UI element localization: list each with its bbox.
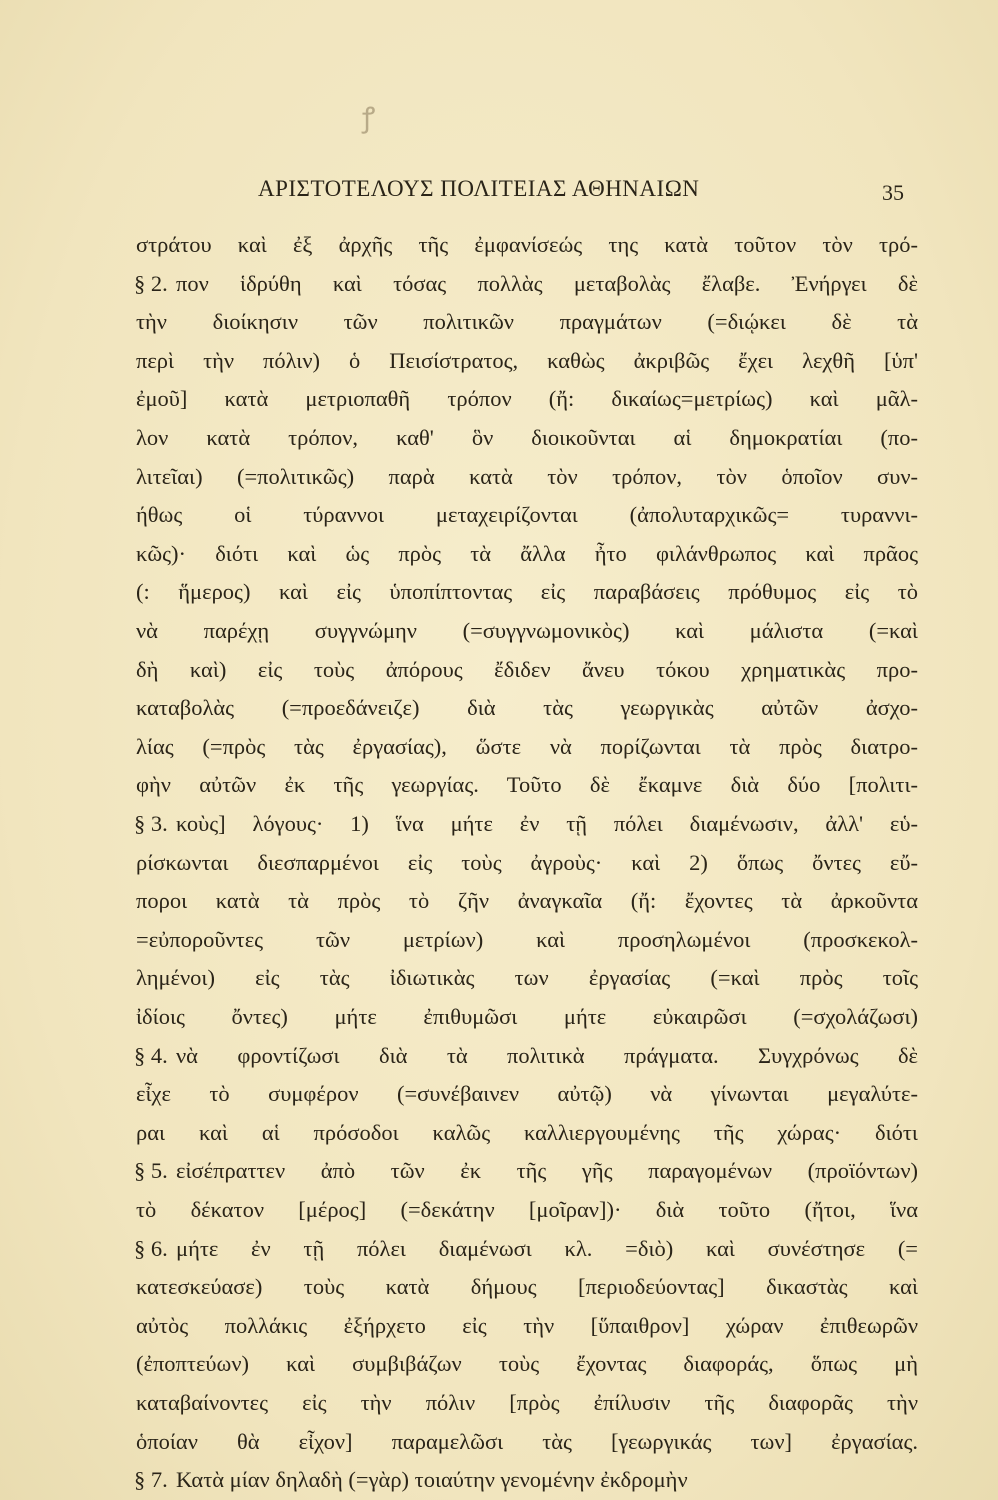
line-text: αὐτὸς πολλάκις ἐξήρχετο εἰς τὴν [ὕπαιθρον] χώραν ἐπιθεωρῶν [136,1312,918,1338]
text-line [112,1345,922,1383]
text-line [112,1075,922,1113]
line-text: =εὐποροῦντες τῶν μετρίων) καὶ προσηλωμένοι (προσκεκολ- [136,926,918,952]
line-text: περὶ τὴν πόλιν) ὁ Πεισίστρατος, καθὼς ἀκριβῶς ἔχει λεχθῆ [ὑπ' [136,347,918,373]
line-text: ποροι κατὰ τὰ πρὸς τὸ ζῆν ἀναγκαῖα (ἤ: ἔχοντες τὰ ἀρκοῦντα [136,888,918,914]
line-text: ρίσκωνται διεσπαρμένοι εἰς τοὺς ἀγροὺς· καὶ 2) ὅπως ὄντες εὔ- [136,849,918,875]
text-line [112,921,922,959]
line-text: εἰσέπραττεν ἀπὸ τῶν ἐκ τῆς γῆς παραγομένων (προϊόντων) [176,1158,918,1184]
line-text: τὴν διοίκησιν τῶν πολιτικῶν πραγμάτων (=διῴκει δὲ τὰ [136,309,918,335]
text-line [112,805,922,843]
text-line [112,612,922,650]
line-text: λιτεῖαι) (=πολιτικῶς) παρὰ κατὰ τὸν τρόπον, τὸν ὁποῖον συν- [136,463,918,489]
line-text: λίας (=πρὸς τὰς ἐργασίας), ὥστε νὰ πορίζωνται τὰ πρὸς διατρο- [136,733,918,759]
line-text: κῶς)· διότι καὶ ὡς πρὸς τὰ ἄλλα ἦτο φιλάνθρωπος καὶ πρᾶος [136,540,918,566]
text-line [112,1423,922,1461]
line-text: λημένοι) εἰς τὰς ἰδιωτικὰς των ἐργασίας (=καὶ πρὸς τοῖς [136,965,918,991]
text-line [112,728,922,766]
line-text: ἐμοῦ] κατὰ μετριοπαθῆ τρόπον (ἤ: δικαίως=μετρίως) καὶ μᾶλ- [136,386,918,412]
text-line [112,1114,922,1152]
text-line [112,766,922,804]
line-text: κατεσκεύασε) τοὺς κατὰ δήμους [περιοδεύοντας] δικαστὰς καὶ [136,1274,918,1300]
text-line [112,458,922,496]
line-text: φὴν αὐτῶν ἐκ τῆς γεωργίας. Τοῦτο δὲ ἔκαμνε διὰ δύο [πολιτι- [136,772,918,798]
line-text: εἶχε τὸ συμφέρον (=συνέβαινεν αὐτῷ) νὰ γίνωνται μεγαλύτε- [136,1081,918,1107]
section-marker: § 4. [134,1042,168,1068]
text-line [112,1384,922,1422]
line-text: νὰ φροντίζωσι διὰ τὰ πολιτικὰ πράγματα. Συγχρόνως δὲ [176,1042,918,1068]
line-text: ὁποίαν θὰ εἶχον] παραμελῶσι τὰς [γεωργικάς των] ἐργασίας. [136,1428,918,1454]
line-text: κοὺς] λόγους· 1) ἵνα μήτε ἐν τῇ πόλει διαμένωσιν, ἀλλ' εὑ- [176,811,918,836]
section-marker: § 5. [134,1158,168,1184]
text-line [112,959,922,997]
line-text: καταβολὰς (=προεδάνειζε) διὰ τὰς γεωργικὰς αὐτῶν ἀσχο- [136,695,918,721]
text-line [112,1268,922,1306]
running-title: ΑΡΙΣΤΟΤΕΛΟΥΣ ΠΟΛΙΤΕΙΑΣ ΑΘΗΝΑΙΩΝ [258,176,700,201]
text-line [112,496,922,534]
text-line [112,419,922,457]
page-number: 35 [882,180,904,205]
text-line [112,1037,922,1075]
section-marker: § 2. [134,270,168,296]
ink-mark: ꝭ [362,101,376,134]
text-line [112,535,922,573]
line-text: νὰ παρέχῃ συγγνώμην (=συγγνωμονικὸς) καὶ μάλιστα (=καὶ [136,618,918,643]
text-line [112,689,922,727]
section-marker: § 7. [134,1467,168,1493]
line-text: δὴ καὶ) εἰς τοὺς ἀπόρους ἔδιδεν ἄνευ τόκου χρηματικὰς προ- [136,656,918,682]
line-text: (: ἥμερος) καὶ εἰς ὑποπίπτοντας εἰς παραβάσεις πρόθυμος εἰς τὸ [136,579,918,605]
text-line [112,1152,922,1190]
line-text: ήθως οἱ τύραννοι μεταχειρίζονται (ἀπολυταρχικῶς= τυραννι- [136,502,918,528]
text-line [112,882,922,920]
text-line [112,1307,922,1345]
text-line [112,844,922,882]
text-line [112,998,922,1036]
text-line [112,303,922,341]
line-text: ραι καὶ αἱ πρόσοδοι καλῶς καλλιεργουμένης τῆς χώρας· διότι [136,1119,918,1145]
page-header [0,172,998,212]
text-line [112,226,922,264]
text-line [112,265,922,303]
line-text: τὸ δέκατον [μέρος] (=δεκάτην [μοῖραν])· διὰ τοῦτο (ἤτοι, ἵνα [136,1197,918,1222]
line-text: λον κατὰ τρόπον, καθ' ὃν διοικοῦνται αἱ δημοκρατίαι (πο- [136,425,918,450]
text-line [112,573,922,611]
line-text: στράτου καὶ ἐξ ἀρχῆς τῆς ἐμφανίσεώς της κατὰ τοῦτον τὸν τρό- [136,232,918,257]
text-line [112,1191,922,1229]
text-line [112,1230,922,1268]
text-line [112,651,922,689]
section-marker: § 6. [134,1235,168,1261]
line-text: καταβαίνοντες εἰς τὴν πόλιν [πρὸς ἐπίλυσιν τῆς διαφορᾶς τὴν [136,1390,918,1415]
line-text: (ἐποπτεύων) καὶ συμβιβάζων τοὺς ἔχοντας διαφοράς, ὅπως μὴ [136,1351,918,1377]
text-line [112,380,922,418]
line-text: μήτε ἐν τῇ πόλει διαμένωσι κλ. =διὸ) καὶ συνέστησε (= [176,1235,918,1261]
line-text: ἰδίοις ὄντες) μήτε ἐπιθυμῶσι μήτε εὐκαιρῶσι (=σχολάζωσι) [136,1004,918,1029]
line-text: πον ἱδρύθη καὶ τόσας πολλὰς μεταβολὰς ἔλαβε. Ἐνήργει δὲ [176,270,918,296]
section-marker: § 3. [134,811,168,836]
text-line [112,1461,922,1499]
line-text: Κατὰ μίαν δηλαδὴ (=γὰρ) τοιαύτην γενομένην ἐκδρομὴν [176,1467,688,1493]
text-line [112,342,922,380]
